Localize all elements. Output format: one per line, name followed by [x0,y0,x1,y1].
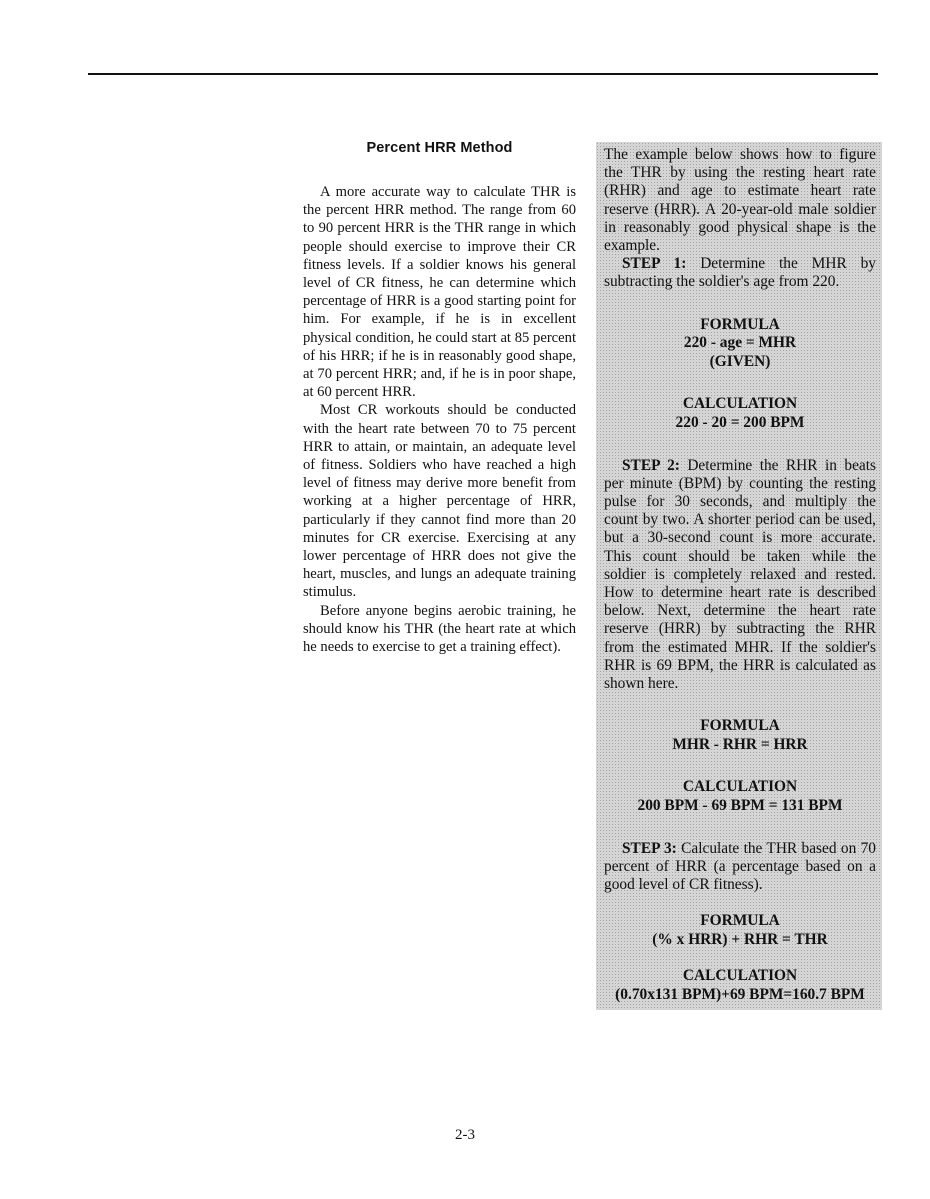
formula-2-line: MHR - RHR = HRR [672,735,808,753]
paragraph-3: Before anyone begins aerobic training, he should know his THR (the heart rate at which he needs to exercise to get a training effect). [303,602,576,656]
paragraph-2: Most CR workouts should be conducted with the heart rate between 70 to 75 percent HRR to attain, or maintain, an adequate level of fitness. Soldiers who have reached a high level of fitness may derive more benefit from working at a higher percentage of HRR, particularly if they cannot find more than 20 minutes for CR exercise. Exercising at any lower percentage of HRR does not give the heart, muscles, and lungs an adequate training stimulus. [303,402,576,601]
calculation-3-line: (0.70x131 BPM)+69 BPM=160.7 BPM [615,986,865,1003]
step-1-text: Determine the MHR by subtracting the soldier's age from 220. [604,255,876,291]
step-3-label: STEP 3: [622,839,677,857]
formula-1-line: 220 - age = MHR [683,334,797,352]
formula-3-line: (% x HRR) + RHR = THR [652,930,828,948]
calculation-3-title: CALCULATION [682,967,798,985]
formula-1-note: (GIVEN) [709,352,771,370]
top-rule [88,73,878,75]
formula-1-title: FORMULA [700,315,780,333]
paragraph-1: A more accurate way to calculate THR is the percent HRR method. The range from 60 to 90 percent HRR is the THR range in which people should exercise to improve their CR fitness levels. If a soldier knows his general level of CR fitness, he can determine which percentage of HRR is a good starting point for him. For example, if he is in excellent physical condition, he could start at 85 percent of his HRR; if he is in reasonably good shape, at 70 percent HRR; and, if he is in poor shape, at 60 percent HRR. [303,184,576,401]
step-1 [604,255,876,291]
step-3-text: Calculate the THR based on 70 percent of HRR (a percentage based on a good level of CR fitness). [604,839,877,894]
step-1-label: STEP 1: [622,255,687,273]
step-2-text: Determine the RHR in beats per minute (BPM) by counting the resting pulse for 30 seconds, and multiply the count by two. A shorter period can be used, but a 30-second count is more accurate. This count should be taken while the soldier is completely relaxed and rested. How to determine heart rate is described below. Next, determine the heart rate reserve (HRR) by subtracting the RHR from the estimated MHR. If the soldier's RHR is 69 BPM, the HRR is calculated as shown here. [604,456,877,693]
left-column [303,140,576,656]
page-number: 2-3 [455,1127,475,1143]
example-panel [596,142,882,1010]
calculation-2-title: CALCULATION [682,778,798,796]
formula-3-title: FORMULA [700,912,780,930]
calculation-1-title: CALCULATION [682,395,798,413]
step-2 [604,457,876,694]
step-3 [604,840,876,895]
calculation-2-line: 200 BPM - 69 BPM = 131 BPM [637,797,843,815]
calculation-1-line: 220 - 20 = 200 BPM [675,414,805,431]
section-heading: Percent HRR Method [366,140,513,156]
step-2-label: STEP 2: [622,456,680,474]
formula-2-title: FORMULA [700,717,780,735]
example-intro: The example below shows how to figure the THR by using the resting heart rate (RHR) and age to estimate heart rate reserve (HRR). A 20-year-old male soldier in reasonably good physical shape is the example. [604,146,876,255]
